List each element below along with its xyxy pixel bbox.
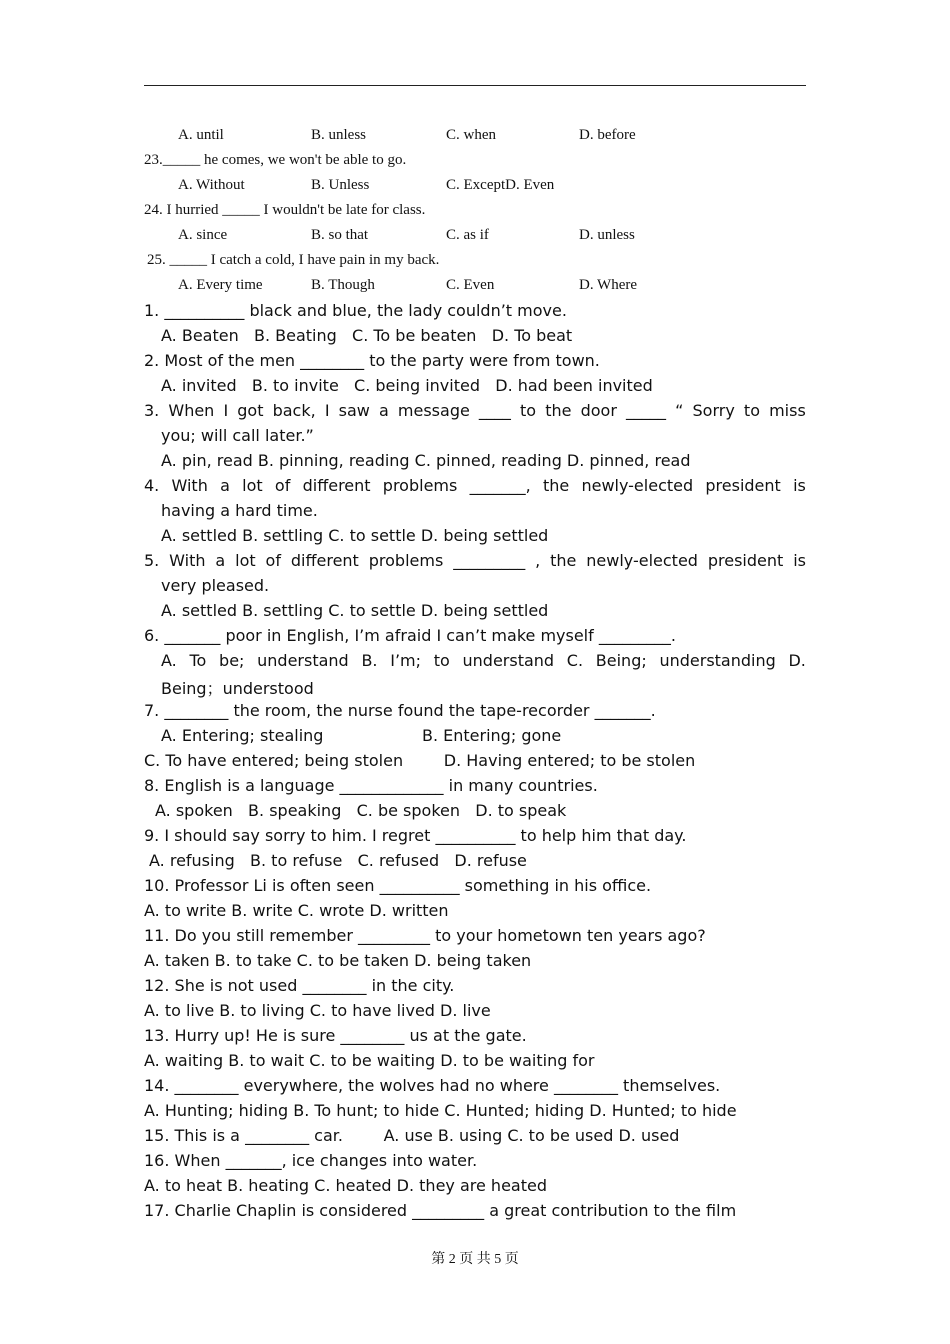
options-9: A. refusing B. to refuse C. refused D. refuse bbox=[149, 851, 527, 870]
question-8: 8. English is a language _____________ in many countries. bbox=[144, 776, 598, 795]
question-5-cont: very pleased. bbox=[161, 576, 270, 595]
word: to bbox=[743, 401, 760, 420]
options-6-cont: Being；understood bbox=[161, 679, 314, 698]
word: A. bbox=[161, 651, 177, 670]
word: D. bbox=[788, 651, 806, 670]
option-b: B. unless bbox=[311, 127, 367, 143]
word: _______, bbox=[469, 476, 531, 495]
word: understanding bbox=[659, 651, 776, 670]
question-25: 25. _____ I catch a cold, I have pain in my back. bbox=[147, 252, 440, 268]
word: is bbox=[793, 551, 806, 570]
word: understand bbox=[462, 651, 555, 670]
word: to bbox=[433, 651, 450, 670]
word: saw bbox=[338, 401, 370, 420]
option-cd: C. ExceptD. Even bbox=[446, 177, 555, 193]
option-b: B. Unless bbox=[311, 177, 370, 193]
option-d: D. unless bbox=[579, 227, 635, 243]
question-4 bbox=[144, 476, 806, 495]
word: , bbox=[535, 551, 541, 570]
word: To bbox=[189, 651, 207, 670]
question-3 bbox=[144, 401, 806, 420]
word: With bbox=[169, 551, 206, 570]
option-a: A. since bbox=[178, 227, 228, 243]
question-16: 16. When _______, ice changes into water. bbox=[144, 1151, 478, 1170]
question-4-cont: having a hard time. bbox=[161, 501, 318, 520]
word: C. bbox=[566, 651, 584, 670]
word: _____ bbox=[626, 401, 666, 420]
option-a: A. until bbox=[178, 127, 224, 143]
option-b: B. Though bbox=[311, 277, 375, 293]
word: 5. bbox=[144, 551, 160, 570]
word: be; bbox=[219, 651, 245, 670]
question-12: 12. She is not used ________ in the city. bbox=[144, 976, 455, 995]
question-13: 13. Hurry up! He is sure ________ us at the gate. bbox=[144, 1026, 527, 1045]
question-7: 7. ________ the room, the nurse found the tape-recorder _______. bbox=[144, 701, 656, 720]
word: With bbox=[171, 476, 208, 495]
word: to bbox=[520, 401, 537, 420]
option-d: D. Where bbox=[579, 277, 638, 293]
word: different bbox=[302, 476, 371, 495]
options-14: A. Hunting; hiding B. To hunt; to hide C. Hunted; hiding D. Hunted; to hide bbox=[144, 1101, 737, 1120]
question-24: 24. I hurried _____ I wouldn't be late for class. bbox=[144, 202, 426, 218]
word: B. bbox=[361, 651, 378, 670]
question-3-cont: you; will call later.” bbox=[161, 426, 314, 445]
word: Being; bbox=[595, 651, 647, 670]
word: a bbox=[378, 401, 389, 420]
question-2: 2. Most of the men ________ to the party were from town. bbox=[144, 351, 600, 370]
word: back, bbox=[272, 401, 316, 420]
options-10: A. to write B. write C. wrote D. written bbox=[144, 901, 449, 920]
options-5: A. settled B. settling C. to settle D. being settled bbox=[161, 601, 549, 620]
question-5 bbox=[144, 551, 806, 570]
option-a: A. Entering; stealing bbox=[161, 726, 324, 745]
option-b: B. Entering; gone bbox=[422, 726, 562, 745]
word: When bbox=[168, 401, 215, 420]
question-14: 14. ________ everywhere, the wolves had no where ________ themselves. bbox=[144, 1076, 721, 1095]
header-rule bbox=[144, 85, 806, 86]
word: different bbox=[290, 551, 359, 570]
options-11: A. taken B. to take C. to be taken D. being taken bbox=[144, 951, 532, 970]
question-23: 23._____ he comes, we won't be able to go. bbox=[144, 152, 407, 168]
word: understand bbox=[257, 651, 349, 670]
word: of bbox=[274, 476, 291, 495]
option-a: A. Without bbox=[178, 177, 245, 193]
word: door bbox=[580, 401, 617, 420]
word: of bbox=[265, 551, 281, 570]
options-6 bbox=[161, 651, 806, 670]
options-13: A. waiting B. to wait C. to be waiting D. to be waiting for bbox=[144, 1051, 595, 1070]
question-6: 6. _______ poor in English, I’m afraid I can’t make myself _________. bbox=[144, 626, 676, 645]
word: miss bbox=[769, 401, 806, 420]
question-9: 9. I should say sorry to him. I regret __________ to help him that day. bbox=[144, 826, 687, 845]
options-1: A. Beaten B. Beating C. To be beaten D. To beat bbox=[161, 326, 573, 345]
word: 3. bbox=[144, 401, 160, 420]
word: the bbox=[545, 401, 572, 420]
options-16: A. to heat B. heating C. heated D. they are heated bbox=[144, 1176, 547, 1195]
question-17: 17. Charlie Chaplin is considered _________ a great contribution to the film bbox=[144, 1201, 737, 1220]
word: newly-elected bbox=[586, 551, 698, 570]
word: lot bbox=[235, 551, 256, 570]
option-c: C. Even bbox=[446, 277, 495, 293]
word: “ bbox=[675, 401, 684, 420]
word: Sorry bbox=[692, 401, 735, 420]
options-2: A. invited B. to invite C. being invited D. had been invited bbox=[161, 376, 653, 395]
option-c: C. when bbox=[446, 127, 496, 143]
option-b: B. so that bbox=[311, 227, 369, 243]
word: ____ bbox=[478, 401, 511, 420]
word: message bbox=[397, 401, 470, 420]
word: I bbox=[324, 401, 330, 420]
option-c: C. as if bbox=[446, 227, 489, 243]
word: the bbox=[550, 551, 577, 570]
options-3: A. pin, read B. pinning, reading C. pinned, reading D. pinned, read bbox=[161, 451, 691, 470]
word: newly-elected bbox=[581, 476, 694, 495]
word: I bbox=[223, 401, 229, 420]
word: _________ bbox=[453, 551, 526, 570]
option-a: A. Every time bbox=[178, 277, 263, 293]
word: lot bbox=[242, 476, 263, 495]
word: president bbox=[705, 476, 781, 495]
page-footer: 第 2 页 共 5 页 bbox=[431, 1252, 519, 1267]
question-1: 1. __________ black and blue, the lady couldn’t move. bbox=[144, 301, 567, 320]
word: I’m; bbox=[390, 651, 421, 670]
word: a bbox=[215, 551, 226, 570]
options-12: A. to live B. to living C. to have lived D. live bbox=[144, 1001, 491, 1020]
options-7-cd: C. To have entered; being stolen D. Having entered; to be stolen bbox=[144, 751, 696, 770]
question-10: 10. Professor Li is often seen __________ something in his office. bbox=[144, 876, 652, 895]
options-8: A. spoken B. speaking C. be spoken D. to speak bbox=[155, 801, 567, 820]
word: the bbox=[542, 476, 570, 495]
options-4: A. settled B. settling C. to settle D. being settled bbox=[161, 526, 549, 545]
word: problems bbox=[368, 551, 444, 570]
option-d: D. before bbox=[579, 127, 636, 143]
word: a bbox=[220, 476, 230, 495]
word: is bbox=[793, 476, 806, 495]
question-11: 11. Do you still remember _________ to your hometown ten years ago? bbox=[144, 926, 706, 945]
word: president bbox=[707, 551, 784, 570]
word: 4. bbox=[144, 476, 160, 495]
word: problems bbox=[382, 476, 458, 495]
word: got bbox=[237, 401, 264, 420]
question-15: 15. This is a ________ car. A. use B. using C. to be used D. used bbox=[144, 1126, 680, 1145]
